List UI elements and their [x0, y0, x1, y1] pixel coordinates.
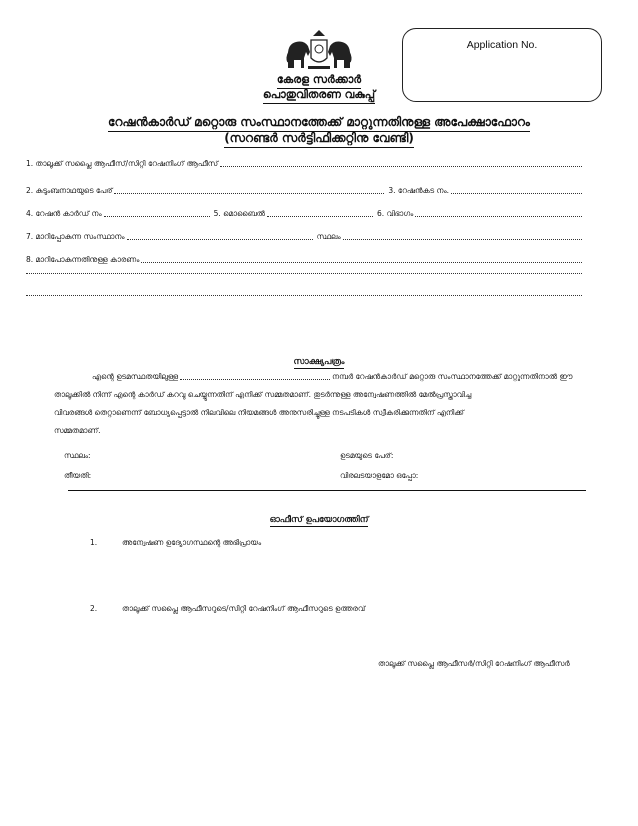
declaration-text-3: വിവരങ്ങൾ തെറ്റാണെന്ന് ബോധ്യപ്പെട്ടാൽ നിലവിലെ നിയമങ്ങൾ അനുസരിച്ചുള്ള നടപടികൾ സ്വീകരിക്കുന്നതിന് എനിക്ക് — [54, 408, 464, 417]
head-of-family-label: 2. കുടുംബനാഥയുടെ പേര് — [26, 186, 113, 195]
office-item-2-number: 2. — [90, 604, 98, 613]
reason-label: 8. മാറിപോകുന്നതിനുള്ള കാരണം — [26, 255, 140, 264]
declaration-line-3 — [54, 408, 582, 418]
declaration-line-1 — [92, 372, 582, 382]
field-row-taluk-office — [26, 155, 582, 169]
date-label: തീയതി: — [64, 471, 92, 480]
reason-input-line-2[interactable] — [26, 272, 582, 274]
field-row-state-place — [26, 228, 582, 242]
owner-name-label: ഉടമയുടെ പേര്: — [340, 451, 394, 460]
place-input[interactable] — [343, 238, 582, 240]
field-row-head-name — [26, 182, 582, 196]
place-signature-label: സ്ഥലം: — [64, 451, 91, 460]
department-name: പൊതുവിതരണ വകുപ്പ് — [0, 88, 638, 104]
ration-shop-label: 3. റേഷൻകട നം. — [388, 186, 450, 195]
declaration-heading: സാക്ഷ്യപത്രം — [293, 357, 345, 367]
mobile-label: 5. മൊബൈൽ — [213, 209, 265, 218]
head-of-family-input[interactable] — [114, 192, 384, 194]
declaration-text-1a: എന്റെ ഉടമസ്ഥതയിലുള്ള — [92, 372, 179, 381]
category-input[interactable] — [415, 215, 582, 217]
office-item-1-number: 1. — [90, 538, 98, 547]
destination-state-label: 7. മാറിപ്പോകുന്ന സംസ്ഥാനം — [26, 232, 125, 241]
declaration-text-4: സമ്മതമാണ്. — [54, 426, 101, 435]
ration-shop-input[interactable] — [451, 192, 582, 194]
ration-card-number-label: 4. റേഷൻ കാർഡ് നം — [26, 209, 102, 218]
application-number-label: Application No. — [466, 39, 538, 51]
reason-input[interactable] — [141, 261, 582, 263]
section-divider — [68, 490, 586, 491]
form-subtitle: (സറണ്ടർ സർട്ടിഫിക്കറ്റിനു വേണ്ടി) — [0, 131, 638, 148]
kerala-emblem-icon — [284, 28, 354, 72]
declaration-card-number-input[interactable] — [180, 378, 330, 380]
investigator-opinion-label: അന്വേഷണ ഉദ്യോഗസ്ഥന്റെ അഭിപ്രായം — [122, 538, 262, 547]
taluk-office-label: 1. താലൂക്ക് സപ്ലൈ ആഫീസ്/സിറ്റി റേഷനിംഗ് ആഫീസ് — [26, 159, 219, 168]
field-row-reason — [26, 251, 582, 265]
category-label: 6. വിഭാഗം — [376, 209, 414, 218]
mobile-input[interactable] — [267, 215, 373, 217]
place-label: സ്ഥലം — [316, 232, 341, 241]
taluk-office-input[interactable] — [220, 165, 582, 167]
declaration-line-2 — [54, 390, 582, 400]
ration-card-number-input[interactable] — [104, 215, 210, 217]
declaration-line-4 — [54, 426, 582, 436]
government-name: കേരള സർക്കാർ — [0, 73, 638, 89]
field-row-card-mobile — [26, 205, 582, 219]
reason-input-line-3[interactable] — [26, 294, 582, 296]
declaration-text-2: താലൂക്കിൽ നിന്ന് എന്റെ കാർഡ് കറവു ചെയ്യുന്നതിന് എനിക്ക് സമ്മതമാണ്. തുടർന്നുള്ള അന്വേഷണത്തിൽ മേൽപ്രസ്താവിച്ച — [54, 390, 472, 399]
office-use-heading: ഓഫീസ് ഉപയോഗത്തിന് — [269, 515, 369, 525]
officer-signature-label: താലൂക്ക് സപ്ലൈ ആഫീസർ/സിറ്റി റേഷനിംഗ് ആഫീസർ — [378, 659, 570, 668]
signature-label: വിരലടയാളമോ ഒപ്പോ: — [340, 471, 419, 480]
form-title: റേഷൻകാർഡ് മറ്റൊരു സംസ്ഥാനത്തേക്ക് മാറ്റുന്നതിനുള്ള അപേക്ഷാഫോറം — [0, 115, 638, 132]
declaration-text-1b: നമ്പർ റേഷൻകാർഡ് മറ്റൊരു സംസ്ഥാനത്തേക്ക് മാറ്റുന്നതിനാൽ ഈ — [332, 372, 573, 381]
destination-state-input[interactable] — [127, 238, 313, 240]
officer-order-label: താലൂക്ക് സപ്ലൈ ആഫീസറുടെ/സിറ്റി റേഷനിംഗ് ആഫീസറുടെ ഉത്തരവ് — [122, 604, 366, 613]
